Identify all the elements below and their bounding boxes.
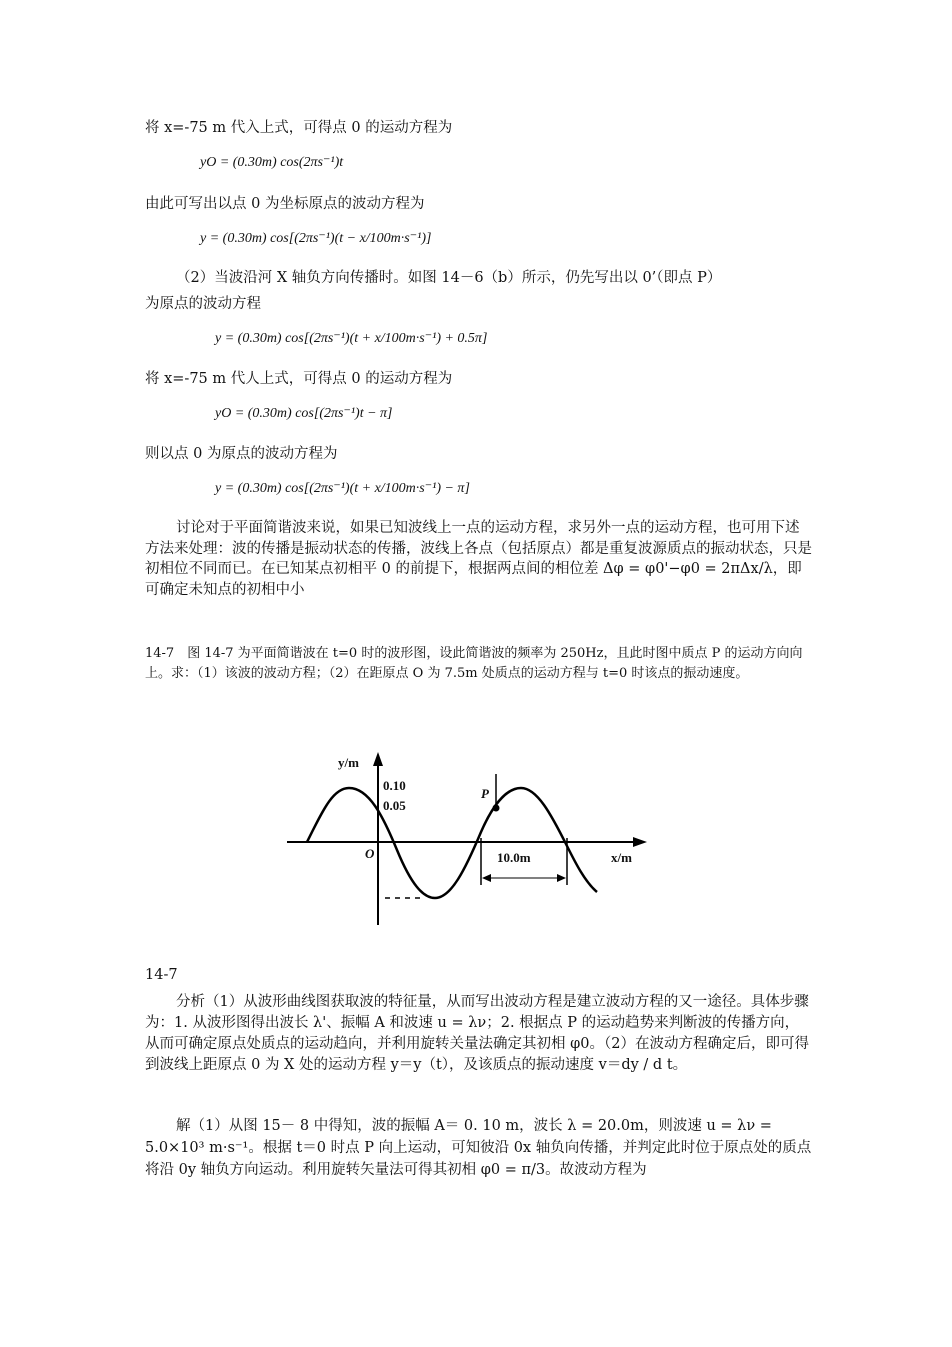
equation: yO = (0.30m) cos[(2πs⁻¹)t − π] [215, 406, 393, 421]
text-line: （2）当波沿河 X 轴负方向传播时。如图 14－6（b）所示，仍先写出以 0’（即点 P） [176, 270, 722, 286]
y-axis-label: y/m [338, 755, 359, 770]
waveform-figure [285, 750, 655, 930]
text-line: 为原点的波动方程 [145, 296, 261, 312]
text-line: 将 x=-75 m 代人上式，可得点 0 的运动方程为 [145, 371, 453, 387]
equation: yO = (0.30m) cos(2πs⁻¹)t [200, 155, 344, 170]
text-line: 则以点 0 为原点的波动方程为 [145, 446, 338, 462]
equation: y = (0.30m) cos[(2πs⁻¹)(t − x/100m·s⁻¹)] [200, 231, 432, 246]
origin-label: O [365, 846, 375, 861]
problem-statement: 14-7 图 14-7 为平面简谐波在 t=0 时的波形图，设此简谐波的频率为 250Hz，且此时图中质点 P 的运动方向向上。求：（1）该波的波动方程；（2）在距原点 O 为 7.5m 处质点的运动方程与 t=0 时该点的振动速度。 [145, 646, 803, 681]
equation: y = (0.30m) cos[(2πs⁻¹)(t + x/100m·s⁻¹) − π] [215, 481, 470, 496]
text-line: 将 x=-75 m 代入上式，可得点 0 的运动方程为 [145, 120, 453, 136]
solution-paragraph: 解（1）从图 15－ 8 中得知，波的振幅 A＝ 0. 10 m，波长 λ = 20.0m，则波速 u = λν = 5.0×10³ m·s⁻¹。根据 t＝0 时点 P 向上运动，可知彼沿 0x 轴负向传播，并判定此时位于原点处的质点将沿 0y 轴负方向运动。利用旋转矢量法可得其初相 φ0 = π/3。故波动方程为 [145, 1118, 812, 1178]
waveform-svg [285, 750, 655, 930]
equation: y = (0.30m) cos[(2πs⁻¹)(t + x/100m·s⁻¹) + 0.5π] [215, 331, 488, 346]
amplitude-tick-label: 0.10 [383, 778, 406, 793]
half-amplitude-tick-label: 0.05 [383, 798, 406, 813]
x-axis-label: x/m [611, 850, 632, 865]
span-label: 10.0m [497, 850, 531, 865]
discussion-paragraph: 讨论对于平面简谐波来说，如果已知波线上一点的运动方程，求另外一点的运动方程，也可用下述方法来处理：波的传播是振动状态的传播，波线上各点（包括原点）都是重复波源质点的振动状态，只是初相位不同而已。在已知某点初相平 0 的前提下，根据两点间的相位差 Δφ = φ0'−φ0 = 2πΔx/λ，即可确定未知点的初相中小 [145, 520, 812, 598]
analysis-paragraph: 分析（1）从波形曲线图获取波的特征量，从而写出波动方程是建立波动方程的又一途径。具体步骤为：1. 从波形图得出波长 λ'、振幅 A 和波速 u = λν；2. 根据点 P 的运动趋势来判断波的传播方向，从而可确定原点处质点的运动趋向，并利用旋转关量法确定其初相 φ0。（2）在波动方程确定后，即可得到波线上距原点 0 为 X 处的运动方程 y＝y（t），及该质点的振动速度 v＝dy / d t。 [145, 994, 809, 1073]
text-line: 由此可写出以点 0 为坐标原点的波动方程为 [145, 196, 425, 212]
section-label: 14-7 [145, 967, 178, 983]
point-p-label: P [481, 786, 489, 801]
